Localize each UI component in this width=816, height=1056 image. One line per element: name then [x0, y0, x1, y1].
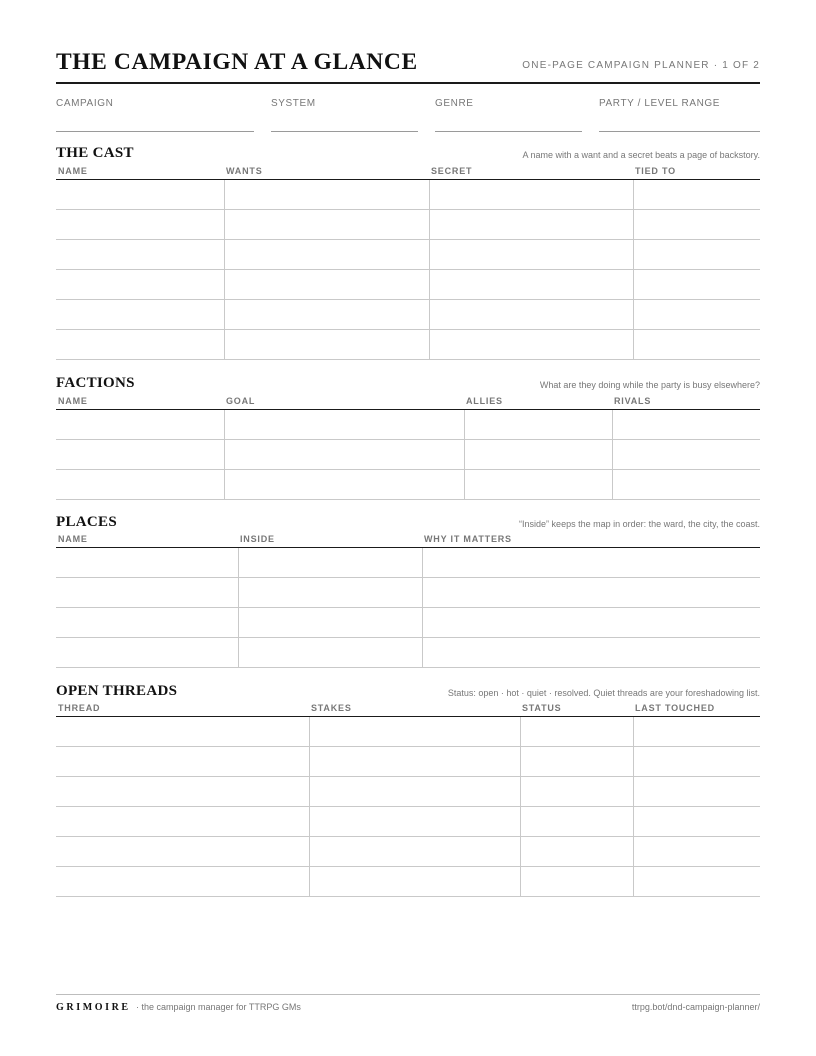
- factions-table-cell[interactable]: [464, 410, 612, 439]
- cast-section-title: THE CAST: [56, 145, 134, 161]
- factions-table-cell[interactable]: [612, 410, 760, 439]
- factions-column-header: NAME: [58, 396, 88, 406]
- system-field[interactable]: [271, 98, 418, 132]
- factions-section-title: FACTIONS: [56, 375, 135, 391]
- factions-table-cell[interactable]: [464, 440, 612, 469]
- campaign-field[interactable]: [56, 98, 254, 132]
- threads-table-cell[interactable]: [309, 867, 520, 896]
- brand-tagline: · the campaign manager for TTRPG GMs: [136, 1002, 301, 1012]
- cast-table-cell[interactable]: [224, 210, 429, 239]
- places-table-row: [56, 638, 760, 668]
- cast-table-cell[interactable]: [224, 180, 429, 209]
- cast-column-header: SECRET: [431, 166, 473, 176]
- threads-column-header: THREAD: [58, 703, 101, 713]
- threads-table-header: [56, 703, 760, 717]
- threads-section-note: Status: open · hot · quiet · resolved. Quiet threads are your foreshadowing list.: [447, 688, 760, 698]
- threads-table-cell[interactable]: [633, 777, 760, 806]
- places-table-cell[interactable]: [422, 608, 760, 637]
- party-level-range-field[interactable]: [599, 98, 760, 132]
- places-table-row: [56, 608, 760, 638]
- cast-table-cell[interactable]: [56, 180, 224, 209]
- cast-table-cell[interactable]: [429, 240, 633, 269]
- threads-table-cell[interactable]: [309, 747, 520, 776]
- cast-table-cell[interactable]: [56, 330, 224, 359]
- places-table-cell[interactable]: [422, 578, 760, 607]
- threads-column-header: LAST TOUCHED: [635, 703, 715, 713]
- threads-table-cell[interactable]: [520, 807, 633, 836]
- cast-table-cell[interactable]: [429, 210, 633, 239]
- threads-table-cell[interactable]: [309, 837, 520, 866]
- factions-column-header: GOAL: [226, 396, 256, 406]
- threads-table-cell[interactable]: [520, 777, 633, 806]
- factions-table-cell[interactable]: [224, 440, 464, 469]
- threads-table-row: [56, 747, 760, 777]
- cast-table-cell[interactable]: [633, 300, 760, 329]
- cast-table-header: [56, 166, 760, 180]
- cast-table-row: [56, 270, 760, 300]
- cast-table-cell[interactable]: [56, 300, 224, 329]
- threads-table-row: [56, 777, 760, 807]
- places-table-cell[interactable]: [238, 548, 422, 577]
- party-level-range-field-label: PARTY / LEVEL RANGE: [599, 98, 721, 109]
- cast-table-cell[interactable]: [56, 270, 224, 299]
- cast-table-cell[interactable]: [224, 300, 429, 329]
- page-header: [56, 48, 760, 84]
- cast-table-cell[interactable]: [224, 330, 429, 359]
- threads-table-row: [56, 867, 760, 897]
- places-table-cell[interactable]: [422, 638, 760, 667]
- cast-table-cell[interactable]: [633, 270, 760, 299]
- places-table-cell[interactable]: [56, 578, 238, 607]
- threads-table-cell[interactable]: [633, 807, 760, 836]
- factions-section-note: What are they doing while the party is busy elsewhere?: [539, 380, 760, 390]
- factions-table-cell[interactable]: [612, 470, 760, 499]
- factions-table-cell[interactable]: [612, 440, 760, 469]
- threads-section-title: OPEN THREADS: [56, 683, 178, 699]
- places-table-cell[interactable]: [56, 608, 238, 637]
- cast-table-cell[interactable]: [429, 300, 633, 329]
- threads-table-cell[interactable]: [309, 777, 520, 806]
- planner-page: [56, 0, 760, 1056]
- threads-table-cell[interactable]: [633, 747, 760, 776]
- threads-table-cell[interactable]: [633, 837, 760, 866]
- cast-table-row: [56, 180, 760, 210]
- threads-table-cell[interactable]: [309, 807, 520, 836]
- threads-table-cell[interactable]: [633, 867, 760, 896]
- cast-table-cell[interactable]: [224, 240, 429, 269]
- brand-logo: GRIMOIRE: [56, 1002, 131, 1013]
- factions-table: [56, 396, 760, 500]
- threads-table-row: [56, 717, 760, 747]
- cast-column-header: TIED TO: [635, 166, 676, 176]
- places-table-cell[interactable]: [422, 548, 760, 577]
- factions-column-header: RIVALS: [614, 396, 652, 406]
- threads-table-cell[interactable]: [56, 777, 309, 806]
- cast-table-cell[interactable]: [633, 180, 760, 209]
- cast-table-cell[interactable]: [56, 240, 224, 269]
- cast-table-row: [56, 210, 760, 240]
- factions-table-header: [56, 396, 760, 410]
- cast-table-cell[interactable]: [56, 210, 224, 239]
- places-table-cell[interactable]: [238, 578, 422, 607]
- cast-table: [56, 166, 760, 360]
- cast-column-header: WANTS: [226, 166, 263, 176]
- factions-table-cell[interactable]: [224, 410, 464, 439]
- cast-table-cell[interactable]: [224, 270, 429, 299]
- cast-column-header: NAME: [58, 166, 88, 176]
- cast-table-row: [56, 330, 760, 360]
- factions-table-row: [56, 410, 760, 440]
- cast-table-cell[interactable]: [633, 240, 760, 269]
- cast-section-note: A name with a want and a secret beats a page of backstory.: [522, 150, 760, 160]
- threads-table-cell[interactable]: [520, 867, 633, 896]
- genre-field-label: GENRE: [435, 98, 474, 109]
- cast-table-cell[interactable]: [429, 270, 633, 299]
- page-title: THE CAMPAIGN AT A GLANCE: [56, 49, 418, 75]
- places-table-row: [56, 548, 760, 578]
- factions-table-cell[interactable]: [224, 470, 464, 499]
- system-field-label: SYSTEM: [271, 98, 316, 109]
- cast-table-cell[interactable]: [633, 330, 760, 359]
- cast-table-row: [56, 240, 760, 270]
- threads-table-cell[interactable]: [520, 747, 633, 776]
- factions-table-row: [56, 470, 760, 500]
- factions-table-cell[interactable]: [464, 470, 612, 499]
- threads-table-row: [56, 807, 760, 837]
- threads-table-cell[interactable]: [56, 747, 309, 776]
- threads-table-cell[interactable]: [520, 717, 633, 746]
- places-table-row: [56, 578, 760, 608]
- threads-table-cell[interactable]: [56, 807, 309, 836]
- places-column-header: NAME: [58, 534, 88, 544]
- places-table-cell[interactable]: [56, 638, 238, 667]
- factions-column-header: ALLIES: [466, 396, 503, 406]
- threads-table-cell[interactable]: [56, 867, 309, 896]
- threads-table-cell[interactable]: [633, 717, 760, 746]
- places-table-header: [56, 534, 760, 548]
- footer-url[interactable]: ttrpg.bot/dnd-campaign-planner/: [631, 1002, 760, 1012]
- page-footer: [56, 994, 760, 1014]
- cast-table-cell[interactable]: [429, 330, 633, 359]
- threads-table-cell[interactable]: [309, 717, 520, 746]
- factions-table-cell[interactable]: [56, 470, 224, 499]
- cast-table-row: [56, 300, 760, 330]
- genre-field[interactable]: [435, 98, 582, 132]
- places-section-note: “Inside” keeps the map in order: the ward, the city, the coast.: [519, 519, 760, 529]
- threads-table-row: [56, 837, 760, 867]
- threads-table: [56, 703, 760, 897]
- cast-table-cell[interactable]: [429, 180, 633, 209]
- threads-table-cell[interactable]: [56, 837, 309, 866]
- campaign-field-label: CAMPAIGN: [56, 98, 114, 109]
- places-table-cell[interactable]: [56, 548, 238, 577]
- places-table: [56, 534, 760, 668]
- threads-table-cell[interactable]: [520, 837, 633, 866]
- places-table-cell[interactable]: [238, 638, 422, 667]
- places-column-header: WHY IT MATTERS: [424, 534, 512, 544]
- places-table-cell[interactable]: [238, 608, 422, 637]
- threads-table-cell[interactable]: [56, 717, 309, 746]
- page-subtitle: ONE-PAGE CAMPAIGN PLANNER · 1 OF 2: [522, 60, 760, 71]
- places-section-title: PLACES: [56, 514, 117, 530]
- threads-column-header: STAKES: [311, 703, 352, 713]
- factions-table-cell[interactable]: [56, 440, 224, 469]
- factions-table-row: [56, 440, 760, 470]
- threads-column-header: STATUS: [522, 703, 562, 713]
- places-column-header: INSIDE: [240, 534, 275, 544]
- factions-table-cell[interactable]: [56, 410, 224, 439]
- cast-table-cell[interactable]: [633, 210, 760, 239]
